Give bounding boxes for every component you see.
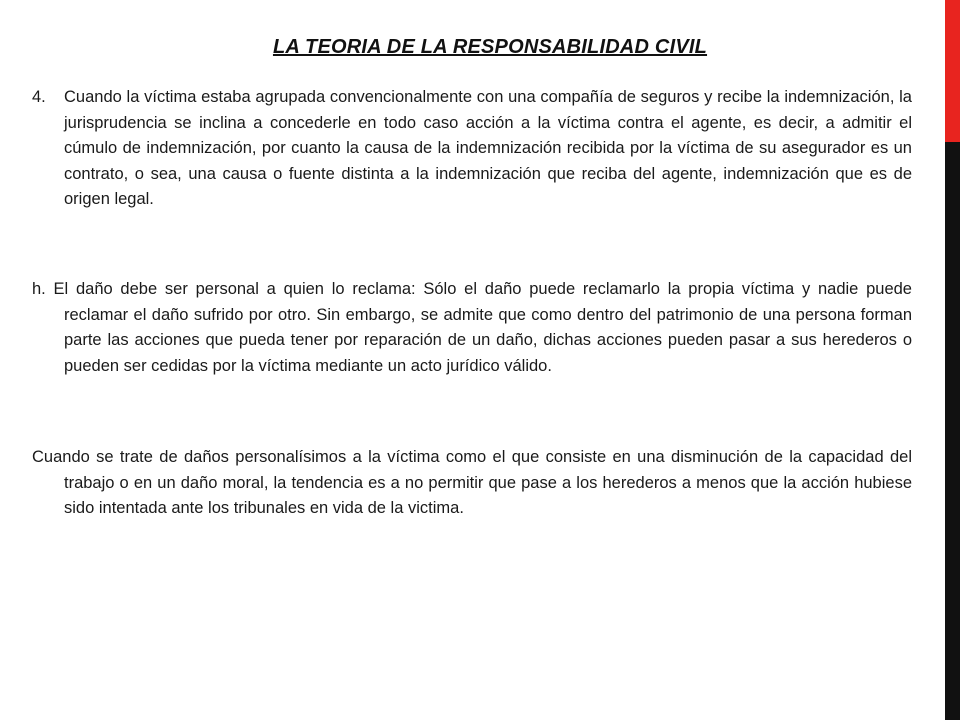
side-accent-bar-black	[945, 142, 960, 720]
slide-title: LA TEORIA DE LA RESPONSABILIDAD CIVIL	[272, 36, 708, 58]
list-number: 4.	[32, 88, 46, 106]
paragraph-personal-damages	[32, 445, 912, 522]
paragraph-text: Cuando se trate de daños personalísimos a la víctima como el que consiste en una disminución de la capacidad del trabajo o en un daño moral, la tendencia es a no permitir que pase a los herederos a menos que la acción hubiese sido intentada ante los tribunales en vida de la victima.	[32, 448, 912, 517]
side-accent-bar-red	[945, 0, 960, 142]
side-accent-bar	[945, 0, 960, 720]
paragraph-text: h. El daño debe ser personal a quien lo reclama: Sólo el daño puede reclamarlo la propia víctima y nadie puede reclamar el daño sufrido por otro. Sin embargo, se admite que como dentro del patrimonio de una persona forman parte las acciones que pueda tener por reparación de un daño, dichas acciones pueden pasar a sus herederos o pueden ser cedidas por la víctima mediante un acto jurídico válido.	[32, 280, 912, 375]
paragraph-text: Cuando la víctima estaba agrupada convencionalmente con una compañía de seguros y recibe la indemnización, la jurisprudencia se inclina a concederle en todo caso acción a la víctima contra el agente, es decir, a admitir el cúmulo de indemnización, por cuanto la causa de la indemnización recibida por la víctima de su asegurador es un contrato, o sea, una causa o fuente distinta a la indemnización que reciba del agente, indemnización que es de origen legal.	[64, 88, 912, 208]
paragraph-point-h	[32, 277, 912, 379]
paragraph-point-4	[32, 85, 912, 213]
